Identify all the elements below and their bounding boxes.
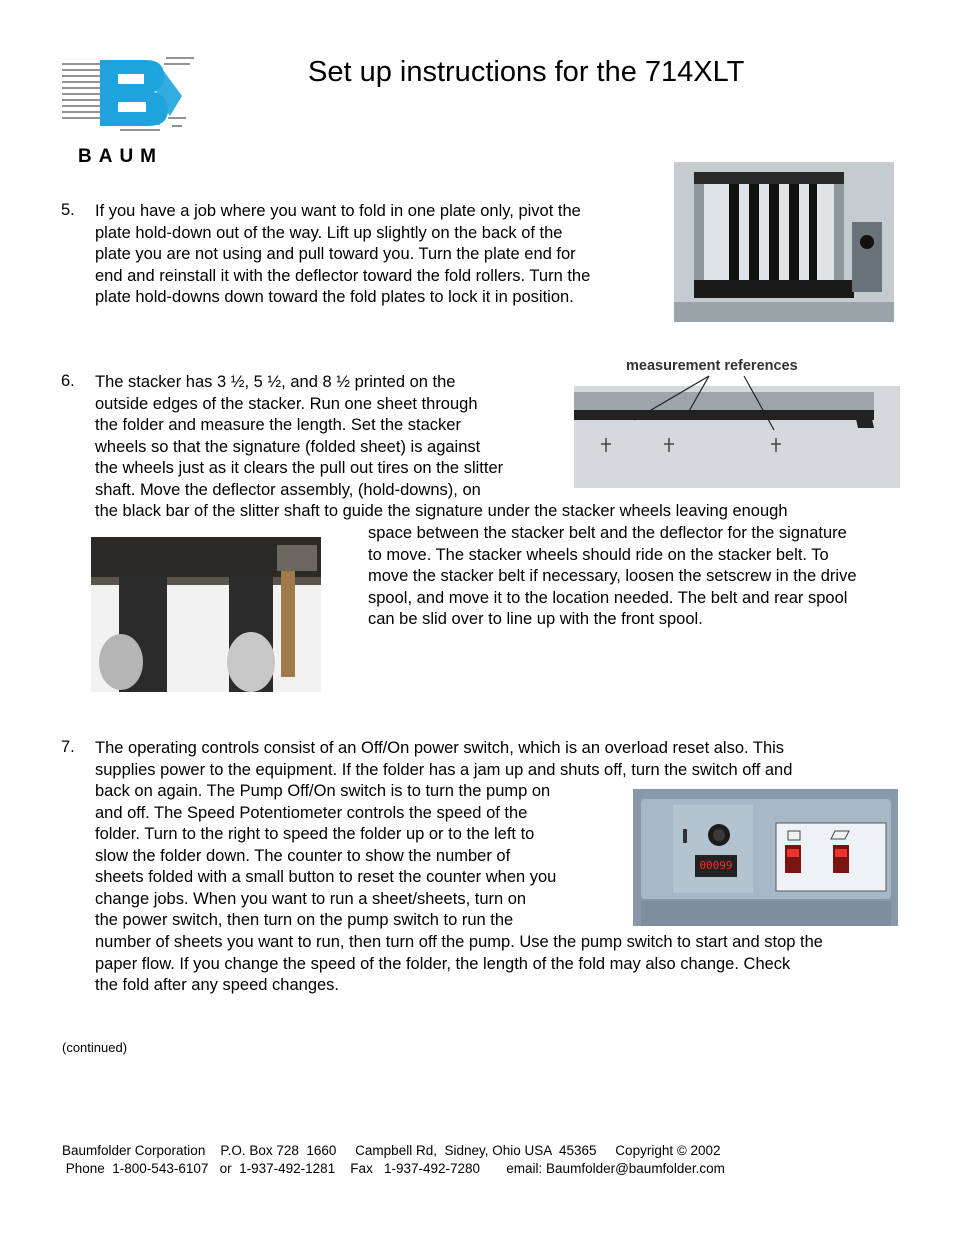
- stacker-belt-photo: [91, 537, 321, 692]
- step-6-text-b: [368, 523, 948, 631]
- text-line: wheels so that the signature (folded sheet) is against: [95, 437, 481, 456]
- text-line: change jobs. When you want to run a sheet/sheets, turn on: [95, 889, 527, 908]
- baum-logo: [60, 56, 200, 138]
- text-line: the power switch, then turn on the pump switch to run the: [95, 911, 514, 929]
- text-line: number of sheets you want to run, then turn off the pump. Use the pump switch to start and stop the: [95, 933, 823, 951]
- step-7-text-a: [95, 738, 954, 781]
- step-number: 7.: [61, 738, 75, 756]
- step-7-text-c: [95, 932, 954, 997]
- text-line: plate hold-down out of the way. Lift up slightly on the back of the: [95, 223, 563, 242]
- text-line: space between the stacker belt and the deflector for the signature: [368, 524, 847, 542]
- control-panel-photo: [633, 789, 898, 926]
- fold-plate-photo: [674, 162, 894, 322]
- step-number: 5.: [61, 201, 75, 219]
- step-number: 6.: [61, 372, 75, 390]
- step-7-text-b: [95, 781, 635, 932]
- text-line: move the stacker belt if necessary, loosen the setscrew in the drive: [368, 567, 857, 585]
- continued-note: (continued): [62, 1040, 128, 1055]
- footer-contact: Phone 1-800-543-6107 or 1-937-492-1281 Fax 1-937-492-7280 email: Baumfolder@baumfolder.com: [62, 1161, 725, 1176]
- stacker-measurement-photo: [574, 354, 900, 488]
- footer-address: Baumfolder Corporation P.O. Box 728 1660 Campbell Rd, Sidney, Ohio USA 45365 Copyright © 2002: [62, 1143, 721, 1158]
- page-title: Set up instructions for the 714XLT: [308, 56, 745, 88]
- text-line: and off. The Speed Potentiometer controls the speed of the: [95, 803, 528, 822]
- text-line: end and reinstall it with the deflector toward the fold rollers. Turn the: [95, 266, 591, 285]
- step-5-text: [95, 201, 665, 309]
- counter-display: 00099: [699, 859, 733, 872]
- text-line: the fold after any speed changes.: [95, 976, 340, 994]
- text-line: to move. The stacker wheels should ride on the stacker belt. To: [368, 545, 829, 564]
- text-line: the folder and measure the length. Set the stacker: [95, 416, 461, 434]
- text-line: The operating controls consist of an Off/On power switch, which is an overload reset also. This: [95, 739, 785, 757]
- text-line: slow the folder down. The counter to show the number of: [95, 846, 511, 865]
- text-line: supplies power to the equipment. If the folder has a jam up and shuts off, turn the switch off and: [95, 760, 793, 779]
- text-line: back on again. The Pump Off/On switch is to turn the pump on: [95, 782, 551, 800]
- baum-b-logo-icon: [60, 56, 200, 138]
- text-line: sheets folded with a small button to reset the counter when you: [95, 868, 557, 886]
- text-line: spool, and move it to the location needed. The belt and rear spool: [368, 588, 848, 607]
- text-line: the wheels just as it clears the pull out tires on the slitter: [95, 459, 504, 477]
- text-line: the black bar of the slitter shaft to guide the signature under the stacker wheels leaving enough: [95, 502, 788, 520]
- text-line: If you have a job where you want to fold in one plate only, pivot the: [95, 202, 581, 220]
- text-line: The stacker has 3 ½, 5 ½, and 8 ½ printed on the: [95, 373, 456, 391]
- logo-wordmark: BAUM: [78, 146, 163, 167]
- text-line: paper flow. If you change the speed of the folder, the length of the fold may also change. Check: [95, 954, 791, 973]
- text-line: plate hold-downs down toward the fold plates to lock it in position.: [95, 288, 574, 306]
- photo-caption: measurement references: [626, 358, 798, 374]
- text-line: shaft. Move the deflector assembly, (hold-downs), on: [95, 480, 481, 499]
- text-line: can be slid over to line up with the front spool.: [368, 610, 703, 628]
- text-line: outside edges of the stacker. Run one sheet through: [95, 394, 478, 413]
- text-line: plate you are not using and pull toward you. Turn the plate end for: [95, 245, 576, 263]
- text-line: folder. Turn to the right to speed the folder up or to the left to: [95, 825, 535, 843]
